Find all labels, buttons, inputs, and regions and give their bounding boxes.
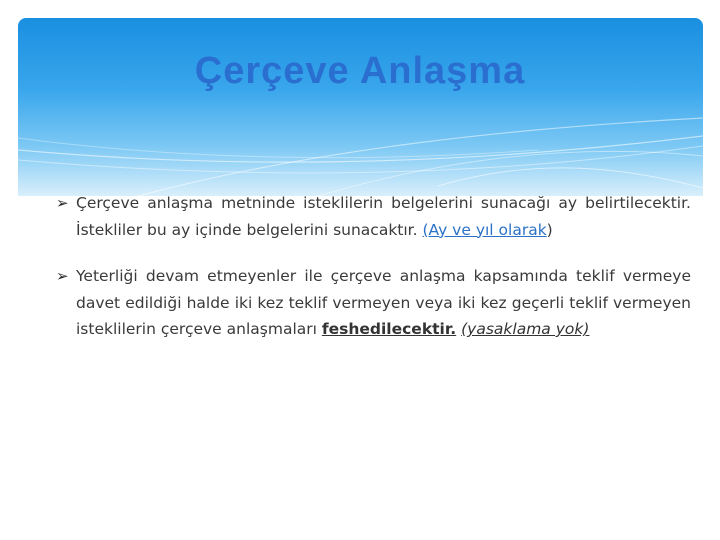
bullet-item-2 [56,263,691,343]
header-banner [18,18,703,196]
bullet-link-text[interactable]: (Ay ve yıl olarak [422,220,547,239]
bullet-italic-text: (yasaklama yok) [461,320,590,338]
bullet-text: Çerçeve anlaşma metninde isteklilerin belgelerini sunacağı ay belirtilecektir. İstekliler bu ay içinde belgelerini sunacaktır. [76,194,691,239]
bullet-bold-text: feshedilecektir. [321,320,457,338]
arrow-bullet-icon: ➢ [56,267,69,285]
bullet-text-end: ) [546,220,553,239]
decorative-swoosh-lines [18,18,703,196]
slide-title: Çerçeve Anlaşma [194,50,526,92]
arrow-bullet-icon: ➢ [56,194,69,212]
bullet-text: Yeterliği devam etmeyenler ile çerçeve anlaşma kapsamında teklif vermeye davet edildiği halde iki kez teklif vermeyen veya iki kez geçerli teklif vermeyen isteklilerin çerçeve anlaşmaları [76,267,691,338]
bullet-item-1 [56,190,691,243]
content-body [56,190,691,363]
